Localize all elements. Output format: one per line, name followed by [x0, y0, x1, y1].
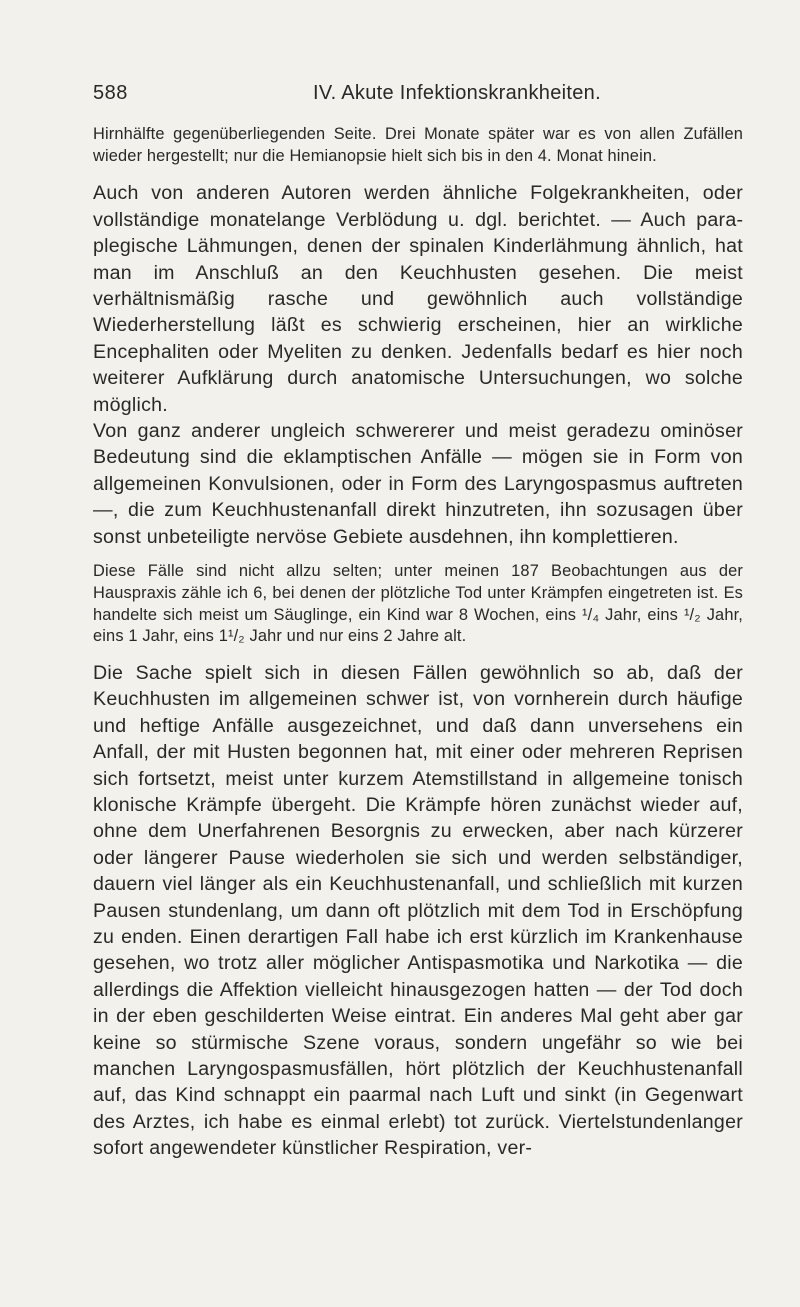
paragraph-krankheitsverlauf: Die Sache spielt sich in diesen Fällen gewöhnlich so ab, daß der Keuchhusten im allgemeinen schwer ist, von vornherein durch häufige und heftige Anfälle ausgezeichnet, und daß dann unversehens ein Anfall, der mit Husten begonnen hat, mit einer oder mehreren Reprisen sich fortsetzt, meist unter kurzem Atemstillstand in allgemeine tonisch klonische Krämpfe übergeht. Die Krämpfe hören zunächst wieder auf, ohne dem Unerfahrenen Besorgnis zu erwecken, aber nach kürzerer oder längerer Pause wiederholen sie sich und werden selbständiger, dauern viel länger als ein Keuchhustenanfall, und schließlich mit kurzen Pausen stundenlang, um dann oft plötzlich mit dem Tod in Erschöpfung zu enden. Einen derartigen Fall habe ich erst kürzlich im Krankenhause gesehen, wo trotz aller möglicher Antispasmotika und Narkotika — die allerdings die Affektion vielleicht hinausgezogen hatten — der Tod doch in der eben geschilderten Weise eintrat. Ein anderes Mal geht aber gar keine so stürmische Szene voraus, sondern ungefähr so wie bei manchen Laryngospasmusfällen, hört plötzlich der Keuchhustenanfall auf, das Kind schnappt ein paarmal nach Luft und sinkt (in Gegenwart des Arztes, ich habe es einmal erlebt) tot zurück. Viertelstundenlanger sofort angewendeter künstlicher Respiration, ver- — [93, 661, 743, 1160]
paragraph-continuation: Hirnhälfte gegenüberliegenden Seite. Drei Monate später war es von allen Zufällen wieder hergestellt; nur die Hemianopsie hielt sich bis in den 4. Monat hinein. — [93, 125, 743, 165]
running-head: IV. Akute Infektionskrankheiten. — [313, 82, 601, 104]
page-header — [93, 82, 743, 112]
paragraph-folgekrankheiten: Auch von anderen Autoren werden ähnliche Folgekrankheiten, oder vollständige monatelange Verblödung u. dgl. berichtet. — Auch paraplegische Lähmungen, denen der spinalen Kinderlähmung ähnlich, hat man im Anschluß an den Keuchhusten gesehen. Die meist verhältnismäßig rasche und gewöhnlich auch vollständige Wiederherstellung läßt es schwierig erscheinen, hier an wirkliche Encephaliten oder Myeliten zu denken. Jedenfalls bedarf es hier noch weiterer Aufklärung durch anatomische Untersuchungen, wo solche möglich. — [93, 182, 743, 416]
paragraph-eklamptische-anfaelle: Von ganz anderer ungleich schwererer und meist geradezu ominöser Bedeutung sind die eklamptischen Anfälle — mögen sie in Form von allgemeinen Konvulsionen, oder in Form des Laryngospasmus auftreten —, die zum Keuchhustenanfall direkt hinzutreten, ihn sozusagen über sonst unbeteiligte nervöse Gebiete ausdehnen, ihn komplettieren. — [93, 420, 743, 548]
page-number: 588 — [93, 82, 128, 104]
body-text — [93, 124, 743, 1162]
paragraph-small-print-note: Diese Fälle sind nicht allzu selten; unter meinen 187 Beobachtungen aus der Hauspraxis zähle ich 6, bei denen der plötzliche Tod unter Krämpfen eingetreten ist. Es handelte sich meist um Säuglinge, ein Kind war 8 Wochen, eins ¹/₄ Jahr, eins ¹/₂ Jahr, eins 1 Jahr, eins 1¹/₂ Jahr und nur eins 2 Jahre alt. — [93, 562, 743, 646]
